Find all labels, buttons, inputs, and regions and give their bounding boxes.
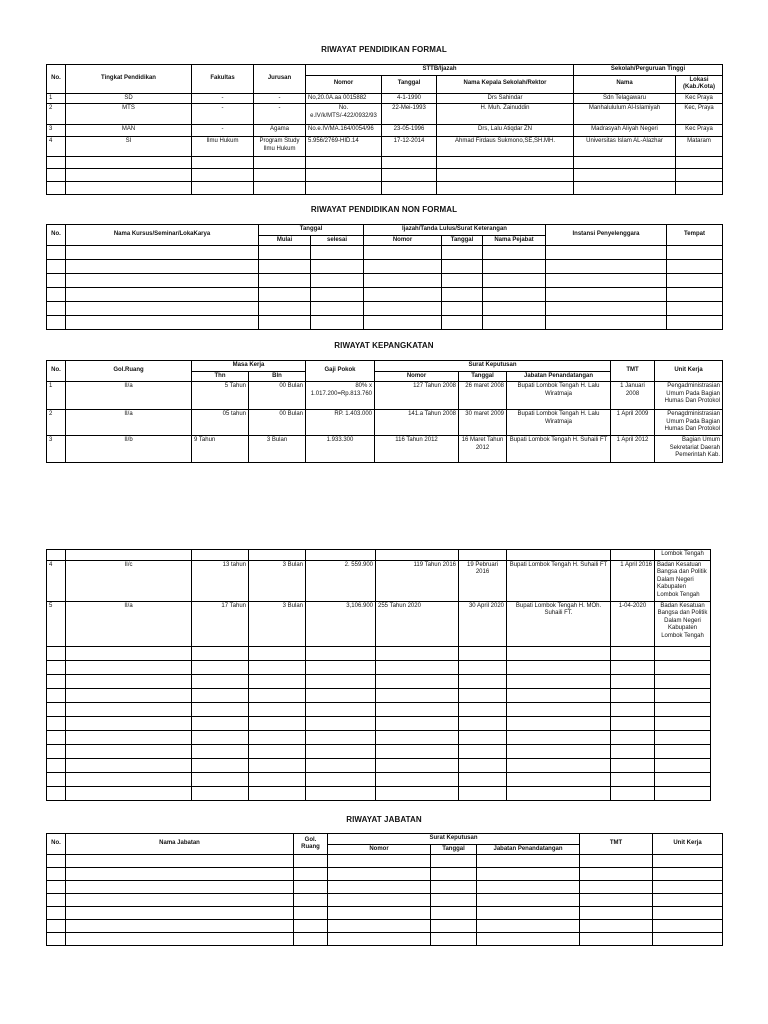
- cell: 4: [47, 560, 66, 601]
- cell: 2. 559.900: [306, 560, 376, 601]
- col-ijazah: Ijazah/Tanda Lulus/Surat Keterangan: [364, 225, 546, 236]
- cell: No. e.IV/k/MTS/-422/0932/93: [306, 104, 382, 125]
- cell: 1.933.300: [306, 436, 375, 463]
- col-tanggal: Tanggal: [382, 75, 437, 93]
- cell: 05 tahun: [192, 410, 249, 436]
- col-mulai: Mulai: [259, 235, 311, 246]
- table-row: [47, 550, 711, 561]
- cell: 3: [47, 436, 66, 463]
- cell: 1: [47, 93, 66, 104]
- col-unit: Unit Kerja: [653, 834, 723, 855]
- cell: 119 Tahun 2016: [376, 560, 459, 601]
- cell: Kec, Praya: [676, 104, 723, 125]
- col-nama: Nama: [574, 75, 676, 93]
- table-row: [47, 730, 711, 744]
- col-nama: Nama Kursus/Seminar/LokaKarya: [66, 225, 259, 246]
- table-row: [47, 702, 711, 716]
- col-fakultas: Fakultas: [192, 65, 254, 94]
- col-masa: Masa Kerja: [192, 361, 306, 372]
- cell: 30 maret 2009: [459, 410, 507, 436]
- col-tanggal: Tanggal: [459, 371, 507, 382]
- table-row: [47, 855, 723, 868]
- table-row: [47, 894, 723, 907]
- col-tanggal: Tanggal: [259, 225, 364, 236]
- cell: Badan Kesatuan Bangsa dan Politik Dalam Negeri Kabupaten Lombok Tengah: [655, 560, 711, 601]
- cell: 1 Januari 2008: [611, 382, 655, 410]
- cell: Sdn Telagawaru: [574, 93, 676, 104]
- cell: MTS: [66, 104, 192, 125]
- table-row: [47, 744, 711, 758]
- cell: Agama: [254, 125, 306, 137]
- cell: 1-04-2020: [611, 601, 655, 646]
- jabatan-table: [46, 833, 723, 946]
- table-row: [47, 758, 711, 772]
- cell: -: [192, 125, 254, 137]
- table-row: [47, 674, 711, 688]
- cell: Bupati Lombok Tengah H. Suhaili FT: [507, 560, 611, 601]
- cell: II/c: [66, 560, 192, 601]
- cell: No,20.0A.aa 0015882: [306, 93, 382, 104]
- table-row: [47, 288, 723, 302]
- cell: Bupati Lombok Tengah H. MOh. Suhaili FT.: [507, 601, 611, 646]
- cell: 26 maret 2008: [459, 382, 507, 410]
- col-selesai: selesai: [311, 235, 364, 246]
- cell: Bupati Lombok Tengah H. Suhaili FT: [507, 436, 611, 463]
- cell: 5.956/2769-HID.14: [306, 137, 382, 157]
- col-no: No.: [47, 65, 66, 94]
- col-nomor: Nomor: [306, 75, 382, 93]
- cell: 3: [47, 125, 66, 137]
- col-tanggal: Tanggal: [431, 844, 477, 855]
- cell: 19 Pebruari 2016: [459, 560, 507, 601]
- cell: 255 Tahun 2020: [376, 601, 459, 646]
- table-row: [47, 157, 723, 169]
- cell: Mataram: [676, 137, 723, 157]
- cell: MAN: [66, 125, 192, 137]
- col-nomor: Nomor: [375, 371, 459, 382]
- cell: Badan Kesatuan Bangsa dan Politik Dalam Negeri Kabupaten Lombok Tengah: [655, 601, 711, 646]
- cell: Penagdministrasian Umum Pada Bagian Humas Dan Protokol: [655, 410, 723, 436]
- cell: 4-1-1990: [382, 93, 437, 104]
- cell: Drs, Lalu Atiqdar ZN: [437, 125, 574, 137]
- col-gol: Gol. Ruang: [294, 834, 328, 855]
- table-row: [47, 920, 723, 933]
- cell: 141.a Tahun 2008: [375, 410, 459, 436]
- cell: 1 April 2016: [611, 560, 655, 601]
- formal-table: [46, 64, 723, 195]
- table-row: [47, 907, 723, 920]
- nonformal-title: RIWAYAT PENDIDIKAN NON FORMAL: [310, 205, 458, 214]
- col-sttb: STTB/Ijazah: [306, 65, 574, 76]
- col-tmt: TMT: [611, 361, 655, 382]
- table-row: [47, 660, 711, 674]
- col-instansi: Instansi Penyelenggara: [546, 225, 667, 246]
- cell: Ilmu Hukum: [192, 137, 254, 157]
- col-tgl: Tanggal: [442, 235, 483, 246]
- table-row: [47, 646, 711, 660]
- col-gol: Gol.Ruang: [66, 361, 192, 382]
- cell: RP. 1.403.000: [306, 410, 375, 436]
- cell: 2: [47, 410, 66, 436]
- nonformal-table: [46, 224, 723, 330]
- table-row: [47, 169, 723, 182]
- cell: No.e.IV/MA.164/0054/96: [306, 125, 382, 137]
- cell: 5: [47, 601, 66, 646]
- col-nama: Nama Jabatan: [66, 834, 294, 855]
- kepangkatan-table: [46, 360, 723, 463]
- kepangkatan-title: RIWAYAT KEPANGKATAN: [334, 341, 434, 350]
- table-row: [47, 382, 723, 410]
- cell: Program Study Ilmu Hukum: [254, 137, 306, 157]
- cell: 17-12-2014: [382, 137, 437, 157]
- cell: 5 Tahun: [192, 382, 249, 410]
- cell: 1 April 2012: [611, 436, 655, 463]
- cell: 13 tahun: [192, 560, 249, 601]
- jabatan-title: RIWAYAT JABATAN: [346, 815, 422, 824]
- col-tempat: Tempat: [667, 225, 723, 246]
- cell: H. Muh. Zainuddin: [437, 104, 574, 125]
- col-bln: Bln: [249, 371, 306, 382]
- col-sk: Surat Keputusan: [328, 834, 580, 845]
- cell: 16 Maret Tahun 2012: [459, 436, 507, 463]
- cell: -: [254, 104, 306, 125]
- col-tingkat: Tingkat Pendidikan: [66, 65, 192, 94]
- table-row: [47, 93, 723, 104]
- table-row: [47, 104, 723, 125]
- cell: 22-Mei-1993: [382, 104, 437, 125]
- table-row: [47, 410, 723, 436]
- table-row: [47, 182, 723, 195]
- kepangkatan-continued-table: [46, 549, 711, 801]
- table-row: [47, 436, 723, 463]
- cell: II/a: [66, 382, 192, 410]
- table-row: [47, 302, 723, 316]
- col-no: No.: [47, 225, 66, 246]
- cell: Bupati Lombok Tengah H. Lalu Wiratmaja: [507, 410, 611, 436]
- table-row: [47, 868, 723, 881]
- cell: Pengadministrasian Umum Pada Bagian Humas Dan Protokol: [655, 382, 723, 410]
- cell: 3 Bulan: [249, 560, 306, 601]
- table-row: [47, 881, 723, 894]
- formal-title: RIWAYAT PENDIDIKAN FORMAL: [321, 45, 447, 54]
- table-row: [47, 246, 723, 260]
- cell: 116 Tahun 2012: [375, 436, 459, 463]
- col-gaji: Gaji Pokok: [306, 361, 375, 382]
- cell: Bagian Umum Sekretariat Daerah Pemerintah Kab.: [655, 436, 723, 463]
- cell: 00 Bulan: [249, 382, 306, 410]
- col-jurusan: Jurusan: [254, 65, 306, 94]
- cell: 80% x 1.017.200=Rp.813.760: [306, 382, 375, 410]
- table-row: [47, 125, 723, 137]
- table-row: [47, 688, 711, 702]
- table-row: [47, 260, 723, 274]
- cell: II/a: [66, 410, 192, 436]
- table-row: [47, 716, 711, 730]
- table-row: [47, 274, 723, 288]
- col-thn: Thn: [192, 371, 249, 382]
- cell: Universitas Islam AL-Alazhar: [574, 137, 676, 157]
- cell: Kec Praya: [676, 93, 723, 104]
- cell: 2: [47, 104, 66, 125]
- col-pejabat: Nama Pejabat: [483, 235, 546, 246]
- cell: Lombok Tengah: [655, 550, 711, 561]
- col-lokasi: Lokasi (Kab./Kota): [676, 75, 723, 93]
- table-row: [47, 560, 711, 601]
- cell: SD: [66, 93, 192, 104]
- cell: 127 Tahun 2008: [375, 382, 459, 410]
- col-jabatan: Jabatan Penandatangan: [507, 371, 611, 382]
- cell: 9 Tahun: [192, 436, 249, 463]
- cell: II/a: [66, 601, 192, 646]
- table-row: [47, 772, 711, 786]
- cell: -: [254, 93, 306, 104]
- cell: 1 April 2009: [611, 410, 655, 436]
- table-row: [47, 601, 711, 646]
- table-row: [47, 137, 723, 157]
- col-no: No.: [47, 834, 66, 855]
- cell: 23-05-1996: [382, 125, 437, 137]
- cell: 00 Bulan: [249, 410, 306, 436]
- col-jabatan: Jabatan Penandatangan: [477, 844, 580, 855]
- col-kepala: Nama Kepala Sekolah/Rektor: [437, 75, 574, 93]
- cell: 17 Tahun: [192, 601, 249, 646]
- table-row: [47, 786, 711, 800]
- cell: -: [192, 104, 254, 125]
- col-tmt: TMT: [580, 834, 653, 855]
- cell: 30 April 2020: [459, 601, 507, 646]
- cell: Bupati Lombok Tengah H. Lalu Wiratmaja: [507, 382, 611, 410]
- col-nomor: Nomor: [364, 235, 442, 246]
- cell: 3 Bulan: [249, 436, 306, 463]
- cell: Drs Sahindar: [437, 93, 574, 104]
- cell: SI: [66, 137, 192, 157]
- table-row: [47, 933, 723, 946]
- cell: 1: [47, 382, 66, 410]
- col-unit: Unit Kerja: [655, 361, 723, 382]
- cell: Madrasyah Aliyah Negeri: [574, 125, 676, 137]
- cell: 4: [47, 137, 66, 157]
- table-row: [47, 316, 723, 330]
- col-sk: Surat Keputusan: [375, 361, 611, 372]
- col-sekolah: Sekolah/Perguruan Tinggi: [574, 65, 723, 76]
- cell: Kec Praya: [676, 125, 723, 137]
- cell: 3 Bulan: [249, 601, 306, 646]
- col-no: No.: [47, 361, 66, 382]
- cell: Manhalululum Al-Islamiyah: [574, 104, 676, 125]
- cell: -: [192, 93, 254, 104]
- cell: Ahmad Firdaus Sukmono,SE,SH.MH.: [437, 137, 574, 157]
- col-nomor: Nomor: [328, 844, 431, 855]
- cell: II/b: [66, 436, 192, 463]
- cell: 3,106.900: [306, 601, 376, 646]
